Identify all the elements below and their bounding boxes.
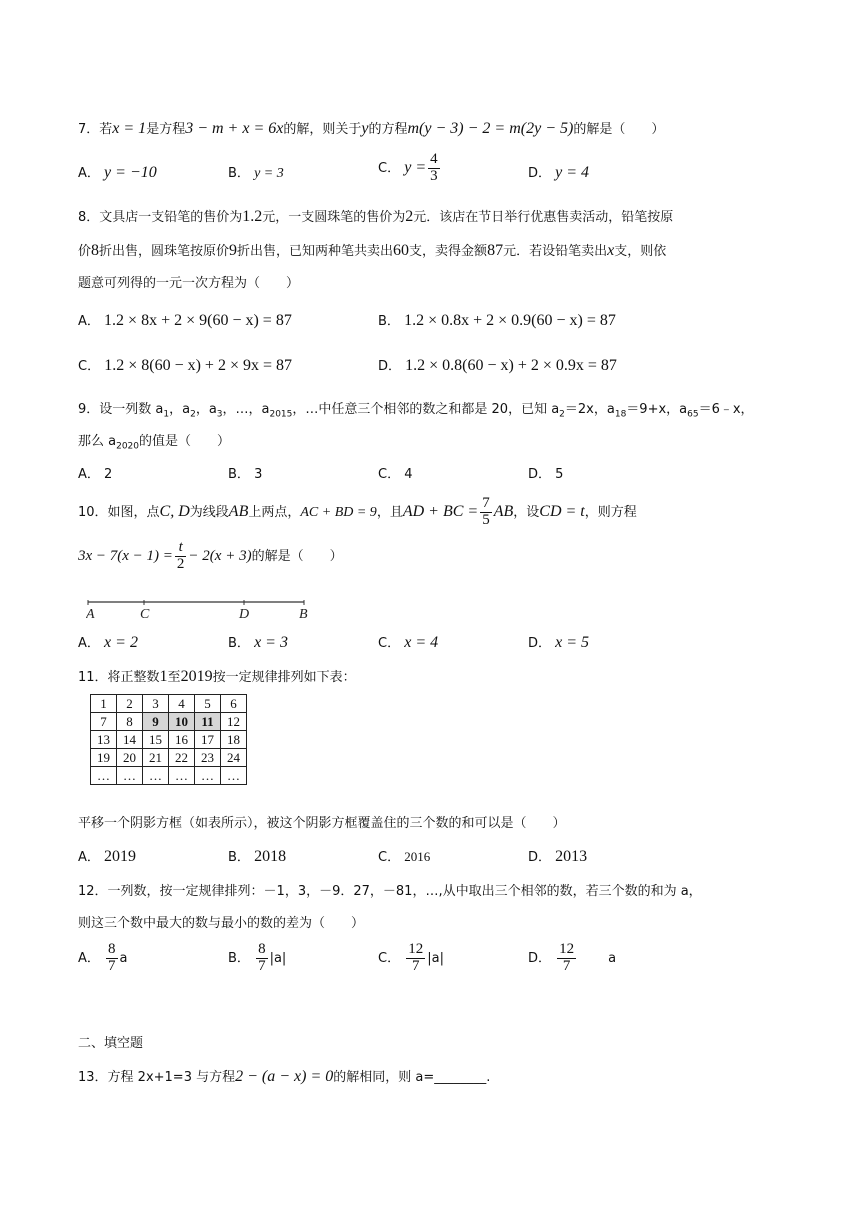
table-cell: 12 xyxy=(221,713,247,731)
table-cell: 7 xyxy=(91,713,117,731)
q8-var: x xyxy=(607,242,615,259)
q11-value: 1 xyxy=(159,668,168,685)
fraction-numerator: 12 xyxy=(408,941,424,957)
option-label: A． xyxy=(78,636,100,651)
table-cell: 4 xyxy=(169,695,195,713)
line-segment-diagram xyxy=(86,600,308,620)
q9-subscript: 2020 xyxy=(116,441,140,452)
option-label: A． xyxy=(78,166,100,181)
fraction-denominator: 5 xyxy=(482,511,490,528)
q8-text: 支，卖得金额 xyxy=(409,244,488,259)
option-value: 4 xyxy=(404,467,413,482)
option-fraction xyxy=(406,942,425,975)
point-label-d: D xyxy=(239,607,250,620)
option-value: 1.2 × 8x + 2 × 9(60 − x) = 87 xyxy=(104,312,292,329)
q10-equation-right: − 2(x + 3) xyxy=(188,547,252,564)
section-heading: 二、填空题 xyxy=(78,1036,144,1051)
table-row xyxy=(91,731,247,749)
q11-option-b[interactable] xyxy=(228,846,286,866)
option-value: 2019 xyxy=(104,848,137,865)
q9-subscript: 2015 xyxy=(269,409,293,420)
q10-condition-1: AC + BD = 9 xyxy=(300,504,377,520)
q9-line-1 xyxy=(78,398,754,420)
option-value: 1.2 × 0.8x + 2 × 0.9(60 − x) = 87 xyxy=(404,312,616,329)
q7-option-c[interactable] xyxy=(378,152,442,185)
option-label: C． xyxy=(378,950,401,966)
q10-text: ，且 xyxy=(376,504,403,520)
q9-subscript: 2 xyxy=(559,409,565,420)
q11-option-c[interactable] xyxy=(378,846,430,865)
q11-text: 至 xyxy=(167,670,181,685)
shaded-cell: 10 xyxy=(169,713,195,731)
q10-line-2 xyxy=(78,540,343,573)
q9-subscript: 65 xyxy=(687,409,699,420)
option-label: C． xyxy=(78,359,101,374)
table-row xyxy=(91,767,247,785)
q10-condition-2b: AB xyxy=(493,502,514,520)
q9-text: ＝2x，a xyxy=(564,402,615,417)
number-grid-table xyxy=(90,694,247,785)
q8-text: 价 xyxy=(78,244,92,259)
q8-text: 折出售，圆珠笔按原价 xyxy=(99,244,230,259)
q9-option-c[interactable] xyxy=(378,463,413,482)
q7-eq-x: x = 1 xyxy=(112,120,147,137)
table-cell: 1 xyxy=(91,695,117,713)
option-value: 1.2 × 8(60 − x) + 2 × 9x = 87 xyxy=(104,357,292,374)
q9-text: 那么 a xyxy=(78,434,117,449)
option-label: C． xyxy=(378,160,401,176)
q8-value: 9 xyxy=(229,242,238,259)
option-suffix: a xyxy=(608,950,617,966)
q8-value: 1.2 xyxy=(242,208,263,225)
fraction-denominator: 7 xyxy=(258,957,266,974)
q9-option-a[interactable] xyxy=(78,463,112,482)
q12-line-1: 12．一列数，按一定规律排列：－1，3，－9．27，－81，…,从中取出三个相邻的数，若三个数的和为 a， xyxy=(78,884,702,899)
q9-option-b[interactable] xyxy=(228,463,262,482)
q10-text: 上两点， xyxy=(248,504,301,520)
option-label: B． xyxy=(228,467,250,482)
q9-text: ＝6﹣x， xyxy=(698,402,754,417)
q7-stem xyxy=(78,118,664,138)
q9-text: 9．设一列数 a xyxy=(78,402,164,417)
q10-option-d[interactable] xyxy=(528,632,589,652)
q9-text: 的值是（ ） xyxy=(139,434,231,449)
q8-option-c[interactable] xyxy=(78,355,292,375)
q9-subscript: 18 xyxy=(614,409,627,420)
q10-text: 为线段 xyxy=(189,504,229,520)
option-label: C． xyxy=(378,850,401,865)
option-label: D． xyxy=(528,950,552,966)
q10-condition-2: AD + BC = xyxy=(402,502,479,520)
option-label: A． xyxy=(78,467,100,482)
shaded-cell: 9 xyxy=(143,713,169,731)
q10-line-1 xyxy=(78,496,637,529)
q8-value: 2 xyxy=(405,208,414,225)
table-cell: 14 xyxy=(117,731,143,749)
option-value: x = 4 xyxy=(404,634,439,651)
option-label: B． xyxy=(228,950,250,966)
q7-var-y: y xyxy=(361,120,369,137)
option-value: 2016 xyxy=(404,849,431,864)
table-cell: 18 xyxy=(221,731,247,749)
q8-line-2 xyxy=(78,240,666,260)
q12-option-c[interactable] xyxy=(378,942,444,975)
q9-text: ，…中任意三个相邻的数之和都是 20，已知 a xyxy=(292,402,560,417)
q9-subscript: 3 xyxy=(216,409,223,420)
option-label: D． xyxy=(528,166,552,181)
q7-number: 7．若 xyxy=(78,122,113,137)
q8-value: 60 xyxy=(393,242,410,259)
table-cell: … xyxy=(195,767,221,785)
option-value: y = 4 xyxy=(555,164,590,181)
option-label: B． xyxy=(228,850,250,865)
option-fraction xyxy=(106,942,118,975)
fraction-numerator: 8 xyxy=(108,941,116,957)
q8-option-a[interactable] xyxy=(78,310,292,330)
q8-text: 8．文具店一支铅笔的售价为 xyxy=(78,210,243,225)
q7-text-4: 的解是（ ） xyxy=(573,122,665,137)
q8-text: 元．该店在节日举行优惠售卖活动，铅笔按原 xyxy=(413,210,674,225)
option-label: D． xyxy=(528,636,552,651)
q7-text-3: 的方程 xyxy=(368,122,408,137)
fraction-denominator: 3 xyxy=(430,167,438,184)
fraction-denominator: 7 xyxy=(411,957,420,974)
fraction-denominator: 7 xyxy=(108,957,116,974)
fraction-numerator: 8 xyxy=(258,941,266,957)
q10-cd-t: CD = t xyxy=(539,502,585,520)
option-fraction xyxy=(256,942,268,975)
option-value: 3 xyxy=(254,467,263,482)
option-label: C． xyxy=(378,636,401,651)
q10-equation-left: 3x − 7(x − 1) = xyxy=(78,547,173,564)
table-cell: 24 xyxy=(221,749,247,767)
q7-option-b[interactable] xyxy=(228,162,284,182)
table-cell: 15 xyxy=(143,731,169,749)
q12-option-b[interactable] xyxy=(228,942,286,975)
table-cell: 19 xyxy=(91,749,117,767)
q8-text: 元，一支圆珠笔的售价为 xyxy=(262,210,406,225)
q11-option-d[interactable] xyxy=(528,846,587,866)
q9-subscript: 2 xyxy=(190,409,196,420)
q7-eq-main: 3 − m + x = 6x xyxy=(185,120,284,137)
q8-value: 87 xyxy=(487,242,504,259)
q10-text: 的解是（ ） xyxy=(251,548,343,564)
table-cell: 3 xyxy=(143,695,169,713)
option-label: A． xyxy=(78,314,100,329)
q11-text: 按一定规律排列如下表： xyxy=(212,670,356,685)
q10-segment: AB xyxy=(228,502,249,520)
q9-option-d[interactable] xyxy=(528,463,563,482)
q13-text: 13．方程 2x+1=3 与方程 xyxy=(78,1070,236,1085)
table-cell: 8 xyxy=(117,713,143,731)
option-value: x = 2 xyxy=(104,634,138,651)
q9-text: ＝9+x，a xyxy=(626,402,688,417)
q7-text-1: 是方程 xyxy=(146,122,186,137)
q11-question: 平移一个阴影方框（如表所示），被这个阴影方框覆盖住的三个数的和可以是（ ） xyxy=(78,816,566,831)
q10-option-b[interactable] xyxy=(228,632,288,652)
q11-value: 2019 xyxy=(180,668,213,685)
table-cell: 2 xyxy=(117,695,143,713)
option-value: 5 xyxy=(555,467,564,482)
table-cell: 23 xyxy=(195,749,221,767)
option-value: 2 xyxy=(104,467,113,482)
table-cell: 16 xyxy=(169,731,195,749)
table-cell: … xyxy=(117,767,143,785)
fraction-numerator: 7 xyxy=(482,495,490,511)
option-label: C． xyxy=(378,467,401,482)
q10-text: ，设 xyxy=(513,504,540,520)
q7-option-a[interactable] xyxy=(78,162,157,182)
fraction-numerator: 12 xyxy=(559,941,575,957)
q10-points: C, D xyxy=(159,502,190,520)
q10-text: ，则方程 xyxy=(584,504,637,520)
q11-option-a[interactable] xyxy=(78,846,136,866)
q10-option-c[interactable] xyxy=(378,632,438,652)
option-label: B． xyxy=(378,314,400,329)
q7-option-d[interactable] xyxy=(528,162,589,182)
table-cell: … xyxy=(91,767,117,785)
q11-text: 11．将正整数 xyxy=(78,670,160,685)
table-row xyxy=(91,713,247,731)
option-label: D． xyxy=(528,467,552,482)
table-cell: 21 xyxy=(143,749,169,767)
q9-text: ，a xyxy=(195,402,217,417)
q12-line-2: 则这三个数中最大的数与最小的数的差为（ ） xyxy=(78,916,365,931)
option-label: A． xyxy=(78,850,100,865)
option-value: 1.2 × 0.8(60 − x) + 2 × 0.9x = 87 xyxy=(405,357,617,374)
fraction-numerator: t xyxy=(175,540,187,557)
q9-text: ，a xyxy=(169,402,191,417)
option-label: D． xyxy=(528,850,552,865)
option-value: x = 5 xyxy=(555,634,590,651)
option-label: B． xyxy=(228,636,250,651)
point-label-a: A xyxy=(86,607,95,620)
table-cell: 17 xyxy=(195,731,221,749)
q10-option-a[interactable] xyxy=(78,632,138,652)
table-cell: … xyxy=(169,767,195,785)
table-cell: 22 xyxy=(169,749,195,767)
q8-text: 折出售，已知两种笔共卖出 xyxy=(237,244,394,259)
option-fraction xyxy=(557,942,576,975)
q13-text: 的解相同，则 a=________. xyxy=(333,1070,491,1085)
q7-text-2: 的解，则关于 xyxy=(283,122,362,137)
option-suffix: |a| xyxy=(427,950,444,966)
q13-equation: 2 − (a − x) = 0 xyxy=(235,1068,334,1085)
fraction-denominator: 7 xyxy=(562,957,571,974)
option-fraction xyxy=(428,152,440,185)
q8-option-d[interactable] xyxy=(378,355,617,375)
option-value: x = 3 xyxy=(254,634,288,651)
point-label-b: B xyxy=(299,607,308,620)
option-label: B． xyxy=(228,166,250,181)
q9-text: ，…，a xyxy=(222,402,270,417)
option-value-prefix: y = xyxy=(404,158,427,176)
q8-value: 8 xyxy=(91,242,100,259)
q10-fraction xyxy=(480,496,492,529)
option-value: y = 3 xyxy=(254,166,284,181)
q13-stem xyxy=(78,1066,490,1086)
table-cell: … xyxy=(221,767,247,785)
option-suffix: a xyxy=(119,950,128,966)
table-cell: 6 xyxy=(221,695,247,713)
option-suffix: |a| xyxy=(269,950,287,966)
table-cell: 13 xyxy=(91,731,117,749)
q9-line-2 xyxy=(78,430,230,452)
option-value: y = −10 xyxy=(104,164,157,181)
fraction-numerator: 4 xyxy=(430,151,438,167)
point-label-c: C xyxy=(140,607,150,620)
table-row xyxy=(91,749,247,767)
fraction-denominator: 2 xyxy=(176,555,185,572)
option-label: D． xyxy=(378,359,402,374)
q8-line-3: 题意可列得的一元一次方程为（ ） xyxy=(78,276,300,291)
option-value: 2013 xyxy=(555,848,588,865)
table-cell: … xyxy=(143,767,169,785)
table-row xyxy=(91,695,247,713)
option-label: A． xyxy=(78,950,100,966)
q10-equation-fraction xyxy=(175,540,187,573)
q11-stem xyxy=(78,666,356,686)
option-value: 2018 xyxy=(254,848,287,865)
table-cell: 5 xyxy=(195,695,221,713)
q8-line-1 xyxy=(78,206,673,226)
q12-option-d[interactable] xyxy=(528,942,616,975)
q8-option-b[interactable] xyxy=(378,310,616,330)
q12-option-a[interactable] xyxy=(78,942,128,975)
shaded-cell: 11 xyxy=(195,713,221,731)
q10-text: 10．如图，点 xyxy=(78,504,160,520)
q8-text: 元．若设铅笔卖出 xyxy=(503,244,608,259)
table-cell: 20 xyxy=(117,749,143,767)
q8-text: 支，则依 xyxy=(614,244,667,259)
q7-eq-second: m(y − 3) − 2 = m(2y − 5) xyxy=(407,120,574,137)
q9-subscript: 1 xyxy=(163,409,170,420)
